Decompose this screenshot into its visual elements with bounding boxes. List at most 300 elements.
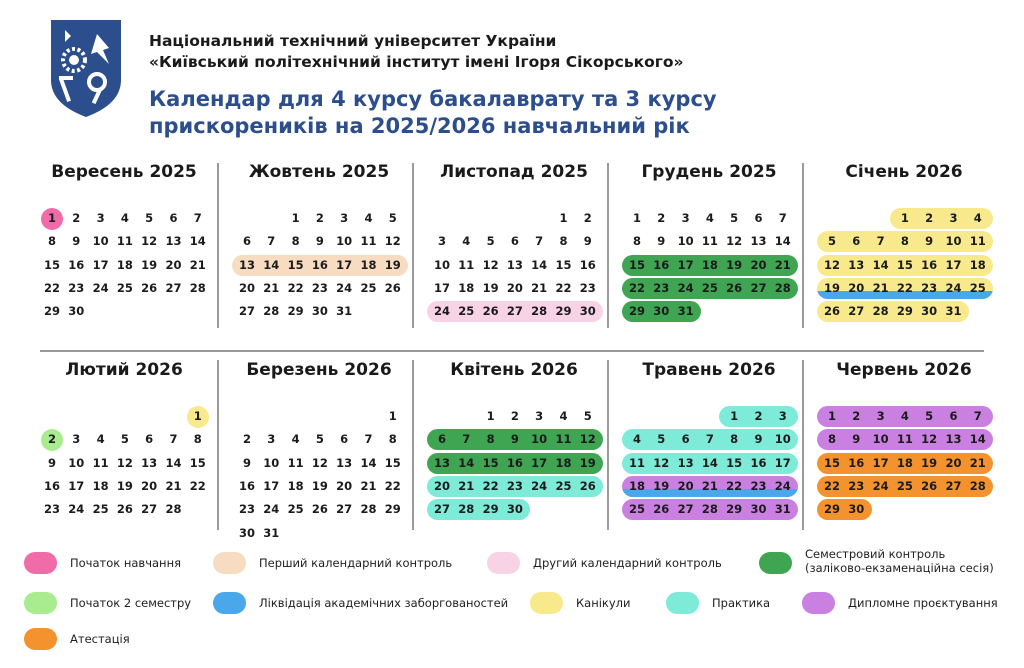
legend-swatch [24, 552, 57, 574]
calendar-day: 23 [238, 502, 255, 517]
calendar-day: 21 [263, 280, 280, 295]
calendar-day: 13 [165, 234, 182, 249]
calendar-day: 10 [68, 455, 85, 470]
calendar-day: 5 [730, 211, 739, 225]
calendar-day: 14 [165, 455, 182, 470]
divider [217, 360, 219, 530]
calendar-day: 8 [486, 432, 495, 447]
legend-swatch [24, 592, 57, 614]
calendar-day: 4 [462, 234, 471, 249]
calendar-day: 23 [68, 280, 85, 295]
calendar-day: 13 [506, 257, 523, 272]
calendar-day: 21 [360, 478, 377, 493]
calendar-day: 23 [848, 478, 865, 493]
calendar-day: 16 [238, 478, 255, 493]
calendar-day: 20 [165, 257, 182, 272]
calendar-day: 24 [872, 478, 889, 493]
calendar-day: 27 [141, 502, 158, 517]
calendar-day: 19 [726, 257, 743, 272]
calendar-day: 28 [165, 502, 182, 517]
calendar-day: 14 [774, 234, 791, 249]
calendar-day: 15 [628, 257, 645, 272]
calendar-day: 6 [169, 211, 178, 225]
calendar-day: 27 [848, 304, 865, 319]
calendar-day: 27 [945, 478, 962, 493]
legend-swatch [759, 552, 792, 574]
calendar-day: 30 [311, 304, 328, 319]
calendar-day: 16 [750, 455, 767, 470]
calendar-day: 13 [141, 455, 158, 470]
calendar-day: 3 [778, 409, 787, 423]
calendar-day: 4 [559, 409, 568, 423]
legend-swatch [802, 592, 835, 614]
calendar-day: 11 [287, 455, 304, 470]
legend-swatch [213, 552, 246, 574]
calendar-day: 22 [823, 478, 840, 493]
calendar-day: 5 [120, 432, 129, 447]
calendar-day: 30 [848, 502, 865, 517]
calendar-day: 3 [535, 409, 544, 423]
calendar-day: 12 [921, 432, 938, 447]
calendar-day: 18 [360, 257, 377, 272]
calendar-day: 11 [92, 455, 109, 470]
calendar-day: 16 [68, 257, 85, 272]
calendar-day: 13 [750, 234, 767, 249]
divider [607, 163, 609, 328]
calendar-day: 17 [68, 478, 85, 493]
legend-swatch [530, 592, 563, 614]
calendar-day: 20 [506, 280, 523, 295]
calendar-day: 12 [141, 234, 158, 249]
calendar-day: 18 [458, 280, 475, 295]
calendar-day: 27 [238, 304, 255, 319]
calendar-day: 5 [827, 234, 836, 249]
month-block [621, 360, 797, 570]
calendar-day: 10 [872, 432, 889, 447]
calendar-day: 25 [896, 478, 913, 493]
calendar-day: 29 [628, 304, 645, 319]
calendar-day: 28 [458, 502, 475, 517]
calendar-day: 8 [730, 432, 739, 447]
month-name: Листопад 2025 [440, 162, 588, 182]
calendar-day: 11 [116, 234, 133, 249]
calendar-day: 23 [653, 280, 670, 295]
calendar-day: 14 [872, 257, 889, 272]
calendar-day: 26 [921, 478, 938, 493]
month-block [231, 162, 407, 372]
calendar-day: 26 [726, 280, 743, 295]
calendar-day: 20 [750, 257, 767, 272]
calendar-day: 7 [973, 409, 982, 423]
calendar-day: 2 [754, 409, 763, 423]
calendar-day: 16 [43, 478, 60, 493]
calendar-day: 17 [774, 455, 791, 470]
calendar-day: 8 [388, 432, 397, 447]
calendar-day: 11 [701, 234, 718, 249]
calendar-day: 28 [774, 280, 791, 295]
calendar-day: 18 [628, 478, 645, 493]
legend-label: Канікули [576, 596, 631, 610]
calendar-day: 30 [921, 304, 938, 319]
calendar-day: 6 [510, 234, 519, 249]
calendar-day: 31 [263, 525, 280, 540]
calendar-day: 23 [921, 280, 938, 295]
calendar-day: 20 [433, 478, 450, 493]
legend-swatch [666, 592, 699, 614]
calendar-day: 26 [116, 502, 133, 517]
calendar-day: 19 [921, 455, 938, 470]
calendar-day: 31 [945, 304, 962, 319]
calendar-day: 10 [433, 257, 450, 272]
calendar-day: 7 [535, 234, 544, 249]
calendar-day: 1 [730, 409, 739, 423]
calendar-day: 3 [949, 211, 958, 225]
calendar-day: 1 [193, 409, 202, 423]
calendar-day: 2 [925, 211, 934, 225]
calendar-day: 15 [555, 257, 572, 272]
calendar-day: 6 [340, 432, 349, 447]
legend-label: Початок 2 семестру [70, 596, 192, 610]
calendar-day: 22 [384, 478, 401, 493]
divider [802, 360, 804, 530]
calendar-day: 22 [287, 280, 304, 295]
calendar-day: 12 [116, 455, 133, 470]
calendar-day: 17 [945, 257, 962, 272]
calendar-day: 2 [47, 432, 56, 447]
calendar-day: 30 [68, 304, 85, 319]
calendar-day: 14 [701, 455, 718, 470]
calendar-day: 21 [872, 280, 889, 295]
calendar-day: 15 [287, 257, 304, 272]
calendar-day: 28 [531, 304, 548, 319]
calendar-day: 26 [311, 502, 328, 517]
calendar-day: 28 [701, 502, 718, 517]
calendar-day: 22 [189, 478, 206, 493]
calendar-day: 16 [506, 455, 523, 470]
calendar-day: 3 [267, 432, 276, 447]
calendar-day: 1 [827, 409, 836, 423]
calendar-day: 24 [774, 478, 791, 493]
calendar-day: 22 [726, 478, 743, 493]
calendar-day: 9 [47, 455, 56, 470]
calendar-day: 11 [628, 455, 645, 470]
calendar-day: 25 [287, 502, 304, 517]
calendar-day: 20 [848, 280, 865, 295]
calendar-day: 7 [193, 211, 202, 225]
calendar-day: 3 [437, 234, 446, 249]
month-name: Грудень 2025 [641, 162, 777, 182]
divider [412, 163, 414, 328]
calendar-day: 5 [925, 409, 934, 423]
calendar-day: 30 [506, 502, 523, 517]
calendar-day: 13 [238, 257, 255, 272]
calendar-day: 13 [433, 455, 450, 470]
calendar-day: 25 [116, 280, 133, 295]
calendar-day: 23 [43, 502, 60, 517]
month-name: Жовтень 2025 [248, 162, 390, 182]
calendar-day: 11 [555, 432, 572, 447]
calendar-day: 10 [263, 455, 280, 470]
calendar-day: 9 [315, 234, 324, 249]
calendar-day: 24 [336, 280, 353, 295]
calendar-day: 6 [681, 432, 690, 447]
calendar-day: 11 [969, 234, 986, 249]
calendar-day: 20 [677, 478, 694, 493]
calendar-day: 24 [68, 502, 85, 517]
calendar-day: 12 [726, 234, 743, 249]
calendar-day: 30 [579, 304, 596, 319]
calendar-day: 14 [458, 455, 475, 470]
calendar-day: 6 [949, 409, 958, 423]
calendar-day: 29 [384, 502, 401, 517]
calendar-day: 27 [677, 502, 694, 517]
calendar-day: 16 [311, 257, 328, 272]
calendar-day: 21 [701, 478, 718, 493]
legend-swatch [487, 552, 520, 574]
calendar-day: 1 [632, 211, 641, 225]
calendar-day: 7 [705, 432, 714, 447]
calendar-day: 14 [531, 257, 548, 272]
calendar-day: 26 [482, 304, 499, 319]
calendar-day: 26 [823, 304, 840, 319]
calendar-day: 9 [657, 234, 666, 249]
calendar-day: 20 [141, 478, 158, 493]
calendar-day: 12 [579, 432, 596, 447]
calendar-day: 8 [827, 432, 836, 447]
legend-label: Початок навчання [70, 556, 182, 570]
calendar-day: 8 [193, 432, 202, 447]
calendar-day: 27 [336, 502, 353, 517]
calendar-day: 4 [96, 432, 105, 447]
legend-label: Перший календарний контроль [259, 556, 453, 570]
calendar-day: 7 [364, 432, 373, 447]
calendar-day: 27 [165, 280, 182, 295]
calendar-day: 21 [458, 478, 475, 493]
calendar-day: 15 [43, 257, 60, 272]
legend-label: Дипломне проєктування [848, 596, 998, 610]
calendar-day: 12 [384, 234, 401, 249]
calendar-day: 18 [896, 455, 913, 470]
month-block [426, 360, 602, 570]
calendar-day: 15 [823, 455, 840, 470]
calendar-day: 24 [433, 304, 450, 319]
calendar-day: 11 [896, 432, 913, 447]
calendar-day: 25 [555, 478, 572, 493]
calendar-day: 1 [291, 211, 300, 225]
calendar-day: 17 [872, 455, 889, 470]
calendar-day: 8 [632, 234, 641, 249]
month-name: Травень 2026 [642, 360, 776, 380]
calendar-day: 17 [336, 257, 353, 272]
month-name: Січень 2026 [845, 162, 963, 182]
calendar-day: 23 [750, 478, 767, 493]
calendar-day: 10 [531, 432, 548, 447]
calendar-day: 20 [238, 280, 255, 295]
calendar-day: 29 [896, 304, 913, 319]
calendar-day: 18 [701, 257, 718, 272]
calendar-day: 3 [340, 211, 349, 225]
calendar-day: 20 [945, 455, 962, 470]
calendar-day: 3 [96, 211, 105, 225]
calendar-day: 7 [169, 432, 178, 447]
calendar-day: 5 [486, 234, 495, 249]
calendar-day: 30 [238, 525, 255, 540]
calendar-day: 14 [360, 455, 377, 470]
calendar-day: 17 [92, 257, 109, 272]
calendar-day: 3 [72, 432, 81, 447]
legend-label: Ліквідація академічних заборгованостей [259, 596, 509, 610]
calendar-day: 8 [900, 234, 909, 249]
calendar-day: 6 [437, 432, 446, 447]
calendar-day: 2 [852, 409, 861, 423]
calendar-day: 25 [969, 280, 986, 295]
calendar-day: 2 [242, 432, 251, 447]
divider [802, 163, 804, 328]
calendar-day: 16 [921, 257, 938, 272]
calendar-day: 22 [43, 280, 60, 295]
calendar-day: 25 [628, 502, 645, 517]
calendar-day: 16 [848, 455, 865, 470]
calendar-day: 28 [189, 280, 206, 295]
calendar-day: 15 [384, 455, 401, 470]
calendar-day: 22 [896, 280, 913, 295]
calendar-day: 23 [579, 280, 596, 295]
calendar-day: 5 [657, 432, 666, 447]
calendar-day: 2 [72, 211, 81, 225]
calendar-day: 28 [360, 502, 377, 517]
calendar-day: 25 [701, 280, 718, 295]
calendar-day: 6 [754, 211, 763, 225]
calendar-day: 26 [579, 478, 596, 493]
calendar-day: 30 [750, 502, 767, 517]
calendar-day: 9 [583, 234, 592, 249]
calendar-day: 26 [384, 280, 401, 295]
calendar-day: 15 [482, 455, 499, 470]
month-block [36, 360, 212, 570]
calendar-day: 6 [242, 234, 251, 249]
calendar-day: 29 [43, 304, 60, 319]
calendar-day: 1 [559, 211, 568, 225]
calendar-day: 22 [555, 280, 572, 295]
calendar-day: 27 [506, 304, 523, 319]
calendar-day: 5 [388, 211, 397, 225]
month-name: Червень 2026 [836, 360, 972, 380]
calendar-day: 10 [92, 234, 109, 249]
calendar-day: 10 [336, 234, 353, 249]
calendar-day: 29 [287, 304, 304, 319]
calendar-day: 28 [872, 304, 889, 319]
calendar-day: 12 [311, 455, 328, 470]
calendar-day: 14 [189, 234, 206, 249]
calendar-day: 22 [482, 478, 499, 493]
calendar-day: 4 [364, 211, 373, 225]
page-title-line-1: Календар для 4 курсу бакалаврату та 3 курсу [149, 87, 717, 111]
calendar-day: 2 [315, 211, 324, 225]
calendar-day: 13 [336, 455, 353, 470]
divider [217, 163, 219, 328]
calendar-day: 9 [754, 432, 763, 447]
calendar-day: 27 [433, 502, 450, 517]
calendar-day: 24 [263, 502, 280, 517]
month-block [36, 162, 212, 372]
calendar-day: 4 [973, 211, 982, 225]
calendar-day: 21 [531, 280, 548, 295]
calendar-day: 15 [896, 257, 913, 272]
calendar-day: 2 [583, 211, 592, 225]
calendar-day: 27 [750, 280, 767, 295]
calendar-day: 25 [458, 304, 475, 319]
calendar-day: 1 [900, 211, 909, 225]
calendar-day: 10 [945, 234, 962, 249]
divider [412, 360, 414, 530]
calendar-day: 24 [531, 478, 548, 493]
calendar-day: 29 [482, 502, 499, 517]
page-title-line-2: прискореників на 2025/2026 навчальний рік [149, 114, 690, 138]
calendar-day: 19 [579, 455, 596, 470]
university-name: Національний технічний університет України [149, 32, 557, 50]
calendar-day: 9 [72, 234, 81, 249]
calendar-day: 7 [876, 234, 885, 249]
calendar-day: 4 [291, 432, 300, 447]
calendar-day: 18 [969, 257, 986, 272]
calendar-day: 16 [653, 257, 670, 272]
calendar-day: 17 [433, 280, 450, 295]
calendar-day: 31 [336, 304, 353, 319]
calendar-day: 19 [141, 257, 158, 272]
legend-label: Семестровий контроль (заліково-екзаменаційна сесія) [805, 547, 994, 575]
calendar-day: 4 [632, 432, 641, 447]
calendar-day: 10 [774, 432, 791, 447]
month-name: Квітень 2026 [450, 360, 578, 380]
calendar-day: 3 [876, 409, 885, 423]
calendar-day: 18 [92, 478, 109, 493]
calendar-day: 29 [823, 502, 840, 517]
calendar-day: 18 [116, 257, 133, 272]
calendar-day: 28 [969, 478, 986, 493]
calendar-day: 12 [653, 455, 670, 470]
calendar-day: 10 [677, 234, 694, 249]
calendar-day: 1 [388, 409, 397, 423]
month-block [231, 360, 407, 570]
calendar-day: 31 [774, 502, 791, 517]
calendar-day: 18 [555, 455, 572, 470]
month-name: Березень 2026 [246, 360, 392, 380]
month-block [621, 162, 797, 372]
calendar-day: 29 [726, 502, 743, 517]
calendar-day: 24 [677, 280, 694, 295]
calendar-day: 23 [506, 478, 523, 493]
calendar-day: 14 [969, 432, 986, 447]
calendar-day: 13 [677, 455, 694, 470]
calendar-day: 26 [653, 502, 670, 517]
calendar-day: 6 [145, 432, 154, 447]
calendar-day: 17 [677, 257, 694, 272]
calendar-day: 25 [360, 280, 377, 295]
calendar-day: 17 [263, 478, 280, 493]
calendar-day: 26 [141, 280, 158, 295]
university-full-name: «Київський політехнічний інститут імені Ігоря Сікорського» [149, 53, 684, 71]
calendar-day: 9 [925, 234, 934, 249]
calendar-day: 5 [315, 432, 324, 447]
calendar-day: 25 [92, 502, 109, 517]
calendar-day: 31 [677, 304, 694, 319]
calendar-day: 19 [823, 280, 840, 295]
calendar-day: 24 [92, 280, 109, 295]
calendar-day: 13 [848, 257, 865, 272]
calendar-day: 13 [945, 432, 962, 447]
calendar-day: 21 [165, 478, 182, 493]
calendar-day: 1 [486, 409, 495, 423]
